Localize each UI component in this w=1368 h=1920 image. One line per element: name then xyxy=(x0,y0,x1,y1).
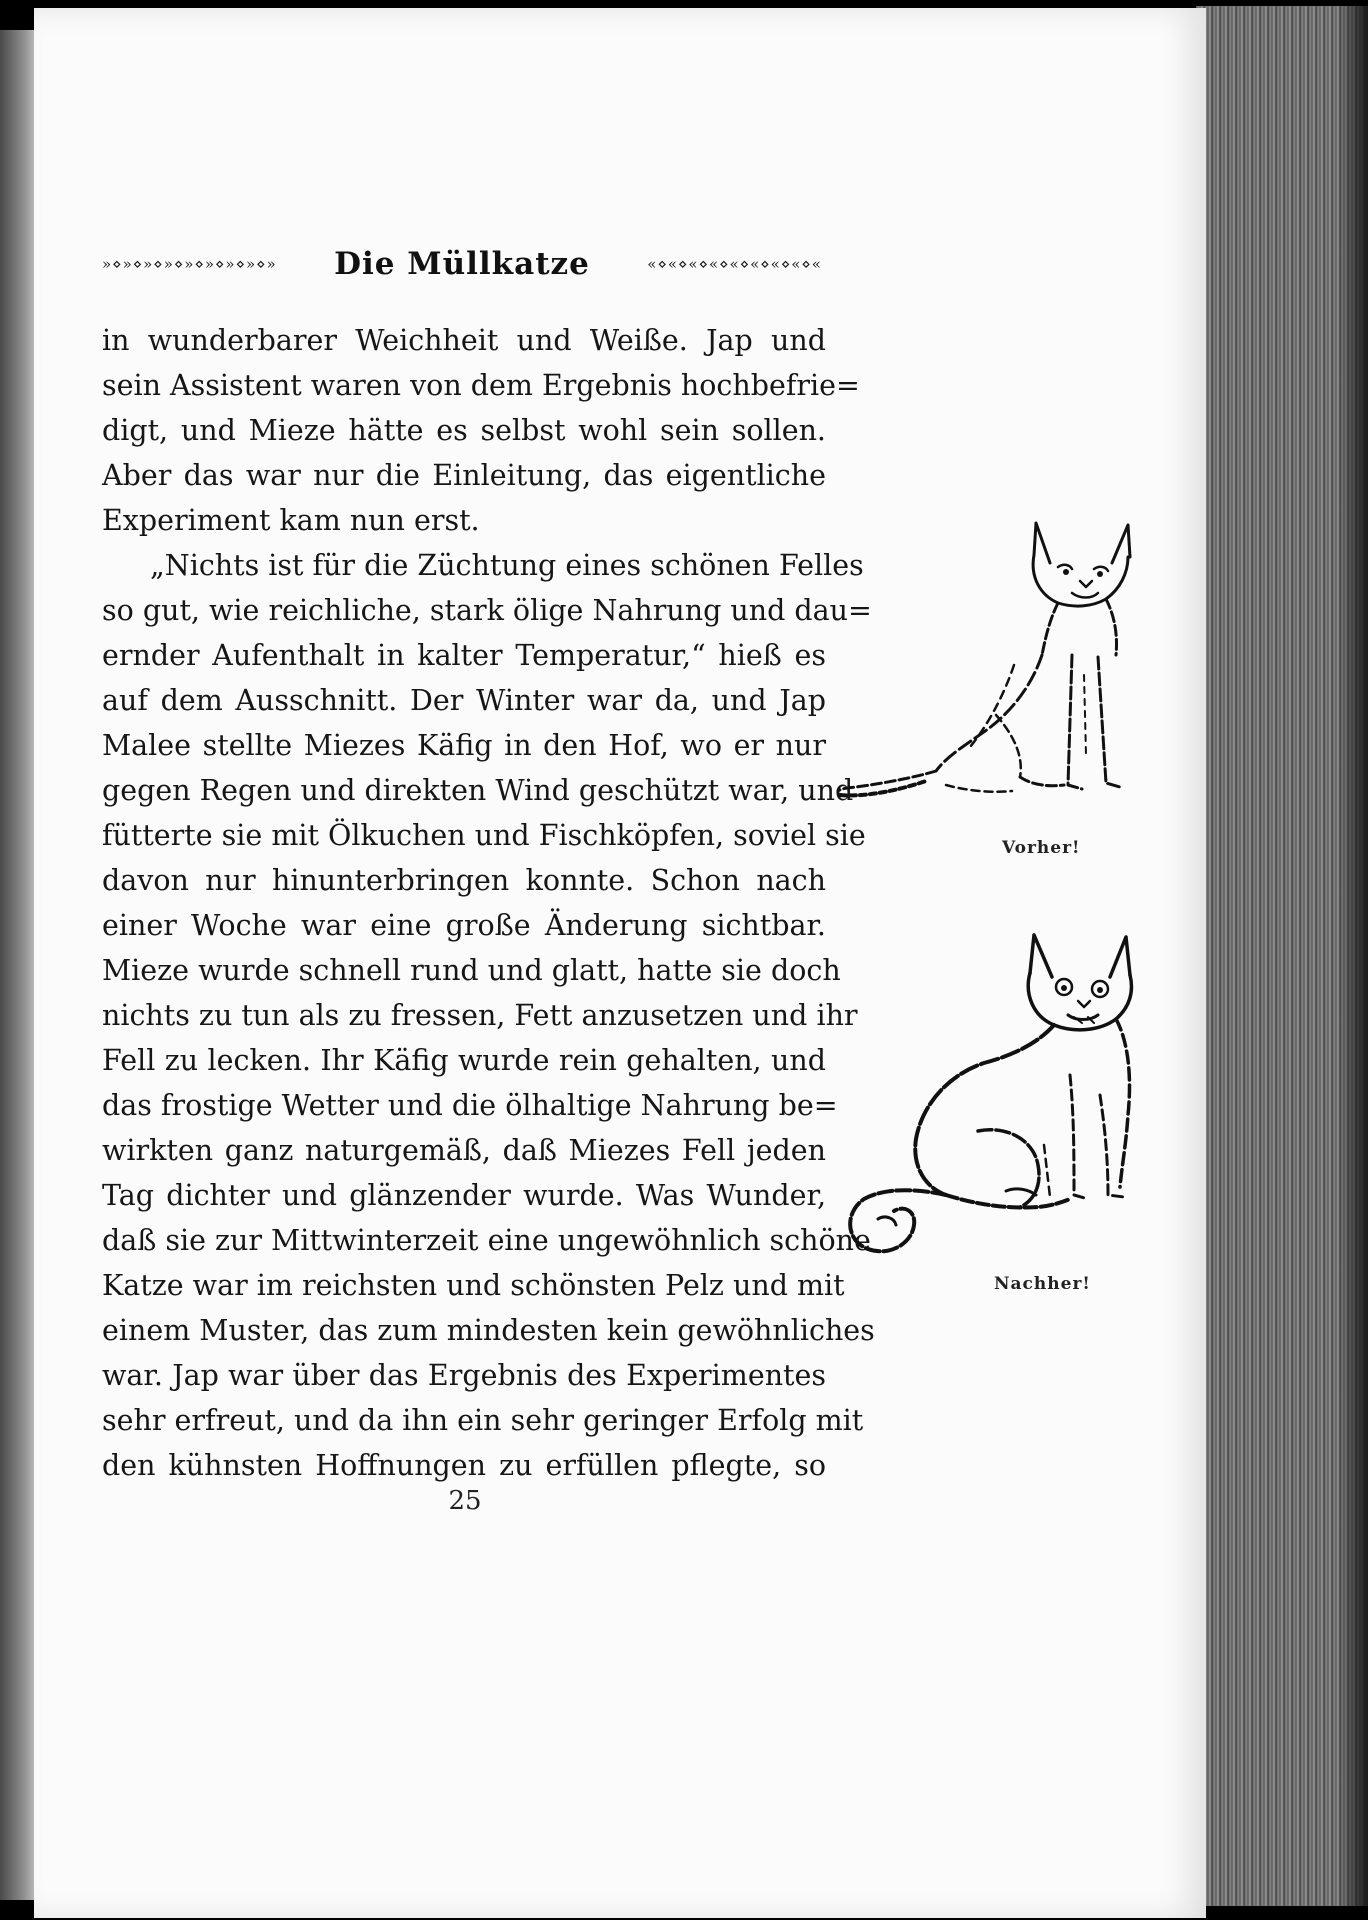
figure-caption-after: Nachher! xyxy=(994,1274,1091,1294)
text-line: ernder Aufenthalt in kalter Temperatur,“ hieß es xyxy=(102,639,826,672)
text-line: einem Muster, das zum mindesten kein gewöhnliches xyxy=(102,1314,875,1347)
text-line: Malee stellte Miezes Käfig in den Hof, wo er nur xyxy=(102,729,826,762)
fat-cat-illustration xyxy=(838,925,1138,1265)
text-line: Experiment kam nun erst. xyxy=(102,504,480,537)
text-line: war. Jap war über das Ergebnis des Experimentes xyxy=(102,1359,826,1392)
book-fore-edge xyxy=(1196,6,1368,1906)
text-line: Aber das war nur die Einleitung, das eigentliche xyxy=(102,459,826,492)
text-line: auf dem Ausschnitt. Der Winter war da, und Jap xyxy=(102,684,826,717)
running-title: Die Müllkatze xyxy=(334,246,590,282)
text-line: Mieze wurde schnell rund und glatt, hatte sie doch xyxy=(102,954,841,987)
header-ornament-right: «⋄«⋄«⋄«⋄«⋄«⋄«⋄«⋄« xyxy=(647,255,822,273)
text-line: digt, und Mieze hätte es selbst wohl sein sollen. xyxy=(102,414,826,447)
header-ornament-left: »⋄»⋄»⋄»⋄»⋄»⋄»⋄»⋄» xyxy=(102,255,277,273)
text-line: daß sie zur Mittwinterzeit eine ungewöhnlich schöne xyxy=(102,1224,871,1257)
text-line: einer Woche war eine große Änderung sichtbar. xyxy=(102,909,826,942)
text-line: wirkten ganz naturgemäß, daß Miezes Fell jeden xyxy=(102,1134,826,1167)
text-line: sein Assistent waren von dem Ergebnis hochbefrie= xyxy=(102,369,860,402)
text-line: „Nichts ist für die Züchtung eines schönen Felles xyxy=(150,549,864,582)
figure-caption-before: Vorher! xyxy=(1002,838,1081,858)
body-text xyxy=(102,318,875,1488)
text-line: nichts zu tun als zu fressen, Fett anzusetzen und ihr xyxy=(102,999,858,1032)
text-line: gegen Regen und direkten Wind geschützt war, und xyxy=(102,774,854,807)
text-line: so gut, wie reichliche, stark ölige Nahrung und dau= xyxy=(102,594,872,627)
text-line: Katze war im reichsten und schönsten Pelz und mit xyxy=(102,1269,845,1302)
text-line: Fell zu lecken. Ihr Käfig wurde rein gehalten, und xyxy=(102,1044,826,1077)
text-line: Tag dichter und glänzender wurde. Was Wunder, xyxy=(102,1179,826,1212)
text-line: davon nur hinunterbringen konnte. Schon nach xyxy=(102,864,826,897)
text-line: sehr erfreut, und da ihn ein sehr geringer Erfolg mit xyxy=(102,1404,864,1437)
text-line: den kühnsten Hoffnungen zu erfüllen pflegte, so xyxy=(102,1449,826,1482)
text-line: das frostige Wetter und die ölhaltige Nahrung be= xyxy=(102,1089,838,1122)
page-number: 25 xyxy=(448,1486,482,1516)
text-line: fütterte sie mit Ölkuchen und Fischköpfen, soviel sie xyxy=(102,819,866,852)
thin-cat-illustration xyxy=(836,515,1146,815)
running-header xyxy=(102,244,822,284)
text-line: in wunderbarer Weichheit und Weiße. Jap und xyxy=(102,324,826,357)
